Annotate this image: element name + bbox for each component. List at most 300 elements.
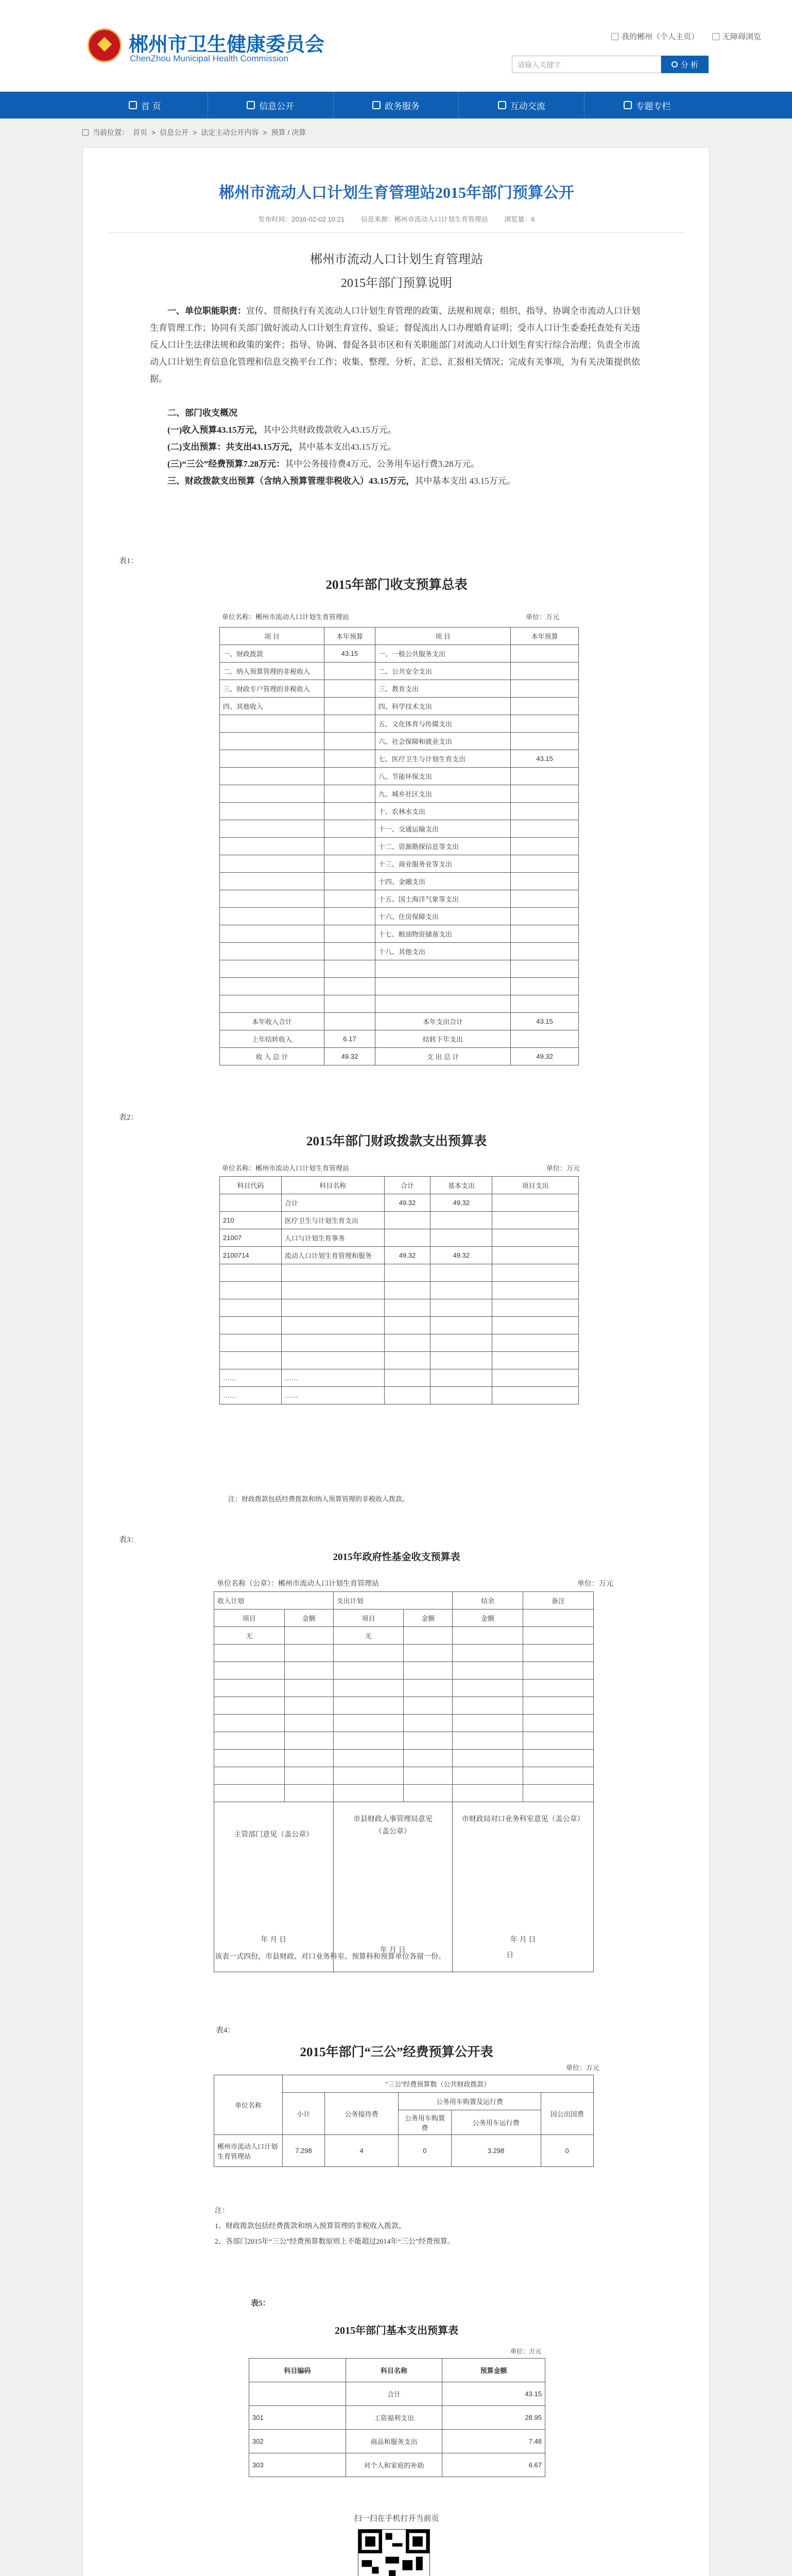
- table-cell: [523, 1732, 594, 1750]
- table-cell: [281, 1334, 384, 1352]
- table-cell: [511, 873, 579, 890]
- table-cell: 49.32: [384, 1247, 431, 1264]
- table-cell: 八、节能环保支出: [375, 768, 510, 785]
- main-nav: [0, 92, 792, 118]
- table-cell: [284, 1662, 333, 1680]
- table-row: [220, 1030, 579, 1048]
- qr-caption: 扫一扫在手机打开当前页: [354, 2515, 439, 2523]
- table-cell: [384, 1369, 431, 1387]
- table-cell: [324, 750, 375, 768]
- table-cell: [220, 838, 324, 855]
- table-cell: 303: [249, 2453, 346, 2477]
- table-cell: [220, 995, 324, 1013]
- table-cell: [214, 1785, 285, 1802]
- three-public-table: 单位名称 “三公”经费预算数（公共财政拨款） 小计 公务接待费 公务用车购置及运行费 因公出国费 公务用车购置费 公务用车运行费 郴州市流动人口计划生育管理站 7.298 4 0 3.298 0: [214, 2075, 594, 2167]
- table-cell: 43.15: [442, 2382, 545, 2406]
- table-row: [220, 1334, 579, 1352]
- table-cell: [492, 1282, 579, 1299]
- table-cell: [384, 1282, 431, 1299]
- table-cell: 一、财政拨款: [220, 645, 324, 663]
- table-cell: [453, 1715, 523, 1732]
- table-row: [214, 1785, 594, 1802]
- table-cell: [404, 1750, 453, 1767]
- paragraph-duties: 一、单位职能职责：宣传、贯彻执行有关流动人口计划生育管理的政策、法规和规章；组织、指导、协调全市流动人口计划生育管理工作；协同有关部门做好流动人口计划生育宣传、验证；督促流出人口办理婚育证明；受市人口计生委委托查处有关违反人口计生法律法规和政策的案件；指导、协调、督促各县市区和有关职能部门对流动人口计划生育实行综合治理；负责全市流动人口计划生育信息化管理和信息交换平台工作；收集、整理、分析、汇总、汇报相关情况；完成有关事项，为有关决策提供依据。: [150, 306, 640, 384]
- table-cell: [384, 1352, 431, 1369]
- table-cell: [220, 785, 324, 803]
- table-cell: [324, 925, 375, 943]
- table-row: [220, 873, 579, 890]
- table-cell: [404, 1732, 453, 1750]
- table-cell: [284, 1645, 333, 1662]
- table-cell: [284, 1697, 333, 1715]
- table-row: [214, 1732, 594, 1750]
- table-cell: 二、公共安全支出: [375, 663, 510, 680]
- table-cell: [324, 890, 375, 908]
- table-cell: 6.67: [442, 2453, 545, 2477]
- table-cell: [281, 1317, 384, 1334]
- table-cell: [384, 1317, 431, 1334]
- service-icon: [372, 101, 381, 109]
- table4-notes: 注： 1、财政拨款包括经费拨款和纳入预算管理的非税收入拨款。 2、各部门2015年“三公”经费预算数原则上不能超过2014年“三公”经费预算。: [215, 2207, 455, 2246]
- table-cell: [220, 855, 324, 873]
- table-cell: [511, 838, 579, 855]
- table-cell: [220, 908, 324, 925]
- table-cell: [431, 1387, 492, 1404]
- table-cell: [220, 890, 324, 908]
- table-cell: 21007: [220, 1229, 282, 1247]
- table-cell: 49.32: [511, 1048, 579, 1065]
- paragraph-expense: (二)支出预算：共支出43.15万元，其中基本支出43.15万元。: [167, 442, 397, 452]
- table-cell: 十七、粮油物资储备支出: [375, 925, 510, 943]
- table-row: [220, 995, 579, 1013]
- user-icon: [611, 33, 618, 40]
- table-cell: [431, 1299, 492, 1317]
- basic-expense-table: 科目编码 科目名称 预算金额 合计 43.15 301 工资福利支出 28.95 302 商品和服务支出 7.48 303 对个人和家庭的补助 6.67: [249, 2358, 545, 2477]
- table-cell: [511, 925, 579, 943]
- table-cell: [220, 733, 324, 750]
- table-cell: [281, 1299, 384, 1317]
- table-row: [220, 733, 579, 750]
- sub-heading: 2015年部门预算说明: [341, 277, 452, 290]
- table-row: [220, 1299, 579, 1317]
- table-cell: 收 入 总 计: [220, 1048, 324, 1065]
- table-cell: [324, 943, 375, 960]
- table-cell: ……: [281, 1387, 384, 1404]
- table-row: [220, 750, 579, 768]
- table-cell: [220, 1317, 282, 1334]
- table-cell: [404, 1767, 453, 1785]
- table-row: [220, 838, 579, 855]
- table-cell: [214, 1662, 285, 1680]
- table-row: [214, 1662, 594, 1680]
- table-cell: [214, 1680, 285, 1697]
- breadcrumb: 当前位置： 首页 > 信息公开 > 法定主动公开内容 > 预算 / 决算: [82, 124, 710, 141]
- table-row: [214, 1645, 594, 1662]
- table-cell: [333, 1715, 404, 1732]
- table-cell: [220, 978, 324, 995]
- table-cell: [284, 1680, 333, 1697]
- table-cell: [431, 1282, 492, 1299]
- table-row: [220, 680, 579, 698]
- table-row: [220, 803, 579, 820]
- table-cell: [453, 1697, 523, 1715]
- table-cell: [523, 1697, 594, 1715]
- breadcrumb-legal[interactable]: 法定主动公开内容: [201, 128, 259, 137]
- table-cell: [284, 1750, 333, 1767]
- table-cell: [324, 680, 375, 698]
- table-cell: [214, 1732, 285, 1750]
- table1-unit: 单位：万元: [526, 613, 560, 621]
- table-cell: [333, 1750, 404, 1767]
- table-cell: 对个人和家庭的补助: [346, 2453, 442, 2477]
- table1-title: 2015年部门收支预算总表: [325, 578, 468, 592]
- budget-summary-table: 项 目 本年预算 项 目 本年预算 一、财政拨款 43.15 一、一般公共服务支出 二、纳入预算管理的非税收入 二、公共安全支出 三、财政专户管理的非税收入 三、教育支出 四、其他收入 四、科学技术支出 五、文化体育与传媒支出 六、社会保障和就业支出 七、医疗卫生与计划生育支出 43.15 八、节能环保支出 九、城乡社区支出 十、农林水支出 十一、交通运输支出 十二、资源勘探信息等支出 十三、商业服务业等支出 十四、金融支出 十五、国土海洋气象等支出 十六、住房保障支出 十七、粮油物资储备支出 十八、其他支出 本年收入合计 本年支出合计 43.15 上年结转收入 6.17 结转下年支出 收 入 总 计 49.32 支 出 总 计 49.32: [219, 627, 579, 1065]
- table-cell: [523, 1767, 594, 1785]
- table-cell: [384, 1387, 431, 1404]
- table-cell: 三、教育支出: [375, 680, 510, 698]
- table-cell: 本年支出合计: [375, 1013, 510, 1030]
- table4-title: 2015年部门“三公”经费预算公开表: [300, 2045, 493, 2059]
- article-container: [82, 147, 710, 2576]
- table-cell: [324, 785, 375, 803]
- accessibility-icon: [712, 33, 719, 40]
- table-cell: [431, 1352, 492, 1369]
- table1-label: 表1：: [119, 557, 139, 565]
- search-button[interactable]: 分 析: [661, 56, 709, 73]
- table3-org: 单位名称（公章）：郴州市流动人口计划生育管理站: [217, 1580, 379, 1588]
- table-cell: [431, 1369, 492, 1387]
- table-cell: [214, 1767, 285, 1785]
- qr-code: [358, 2529, 430, 2576]
- table-cell: [492, 1264, 579, 1282]
- table4-unit: 单位：万元: [566, 2064, 600, 2072]
- table-cell: [220, 803, 324, 820]
- table-cell: [220, 943, 324, 960]
- table-cell: [511, 803, 579, 820]
- table-row: [249, 2406, 545, 2430]
- nav-interaction[interactable]: 互动交流: [459, 92, 584, 118]
- table-cell: 本年收入合计: [220, 1013, 324, 1030]
- table-cell: [492, 1352, 579, 1369]
- table-cell: 三、财政专户管理的非税收入: [220, 680, 324, 698]
- table-cell: [431, 1212, 492, 1229]
- table-cell: [431, 1317, 492, 1334]
- table-cell: [220, 768, 324, 785]
- table-cell: 十六、住房保障支出: [375, 908, 510, 925]
- table-cell: [511, 820, 579, 838]
- table-cell: 302: [249, 2430, 346, 2453]
- table-cell: [431, 1334, 492, 1352]
- table-cell: 28.95: [442, 2406, 545, 2430]
- table-cell: [284, 1715, 333, 1732]
- table-cell: [453, 1767, 523, 1785]
- table-cell: 四、科学技术支出: [375, 698, 510, 715]
- table-cell: [511, 715, 579, 733]
- table-cell: [281, 1282, 384, 1299]
- table-row: [220, 925, 579, 943]
- table-cell: [511, 663, 579, 680]
- table-cell: [453, 1680, 523, 1697]
- accessibility-link[interactable]: 无障碍浏览: [712, 31, 761, 42]
- table-cell: 49.32: [324, 1048, 375, 1065]
- table-cell: 上年结转收入: [220, 1030, 324, 1048]
- table-cell: [324, 820, 375, 838]
- paragraph-fiscal: 三、财政拨款支出预算（含纳入预算管理非税收入）43.15万元，其中基本支出 43.15万元。: [167, 476, 515, 486]
- table-cell: [214, 1645, 285, 1662]
- table-cell: [453, 1750, 523, 1767]
- table-cell: [284, 1785, 333, 1802]
- paragraph-income: (一)收入预算43.15万元，其中公共财政拨款收入43.15万元。: [167, 425, 397, 435]
- table-cell: 一、一般公共服务支出: [375, 645, 510, 663]
- table-cell: [375, 960, 510, 978]
- table-cell: 7.48: [442, 2430, 545, 2453]
- table4-label: 表4：: [216, 2026, 235, 2035]
- table-cell: [220, 1299, 282, 1317]
- table-cell: 49.32: [384, 1194, 431, 1212]
- table-cell: [220, 1334, 282, 1352]
- table-cell: [324, 803, 375, 820]
- paragraph-three-public: (三)“三公”经费预算7.28万元：其中公务接待费4万元、公务用车运行费3.28万元。: [167, 459, 480, 469]
- table-cell: 六、社会保障和就业支出: [375, 733, 510, 750]
- site-header: [0, 0, 792, 92]
- table-cell: [324, 855, 375, 873]
- table-cell: 十八、其他支出: [375, 943, 510, 960]
- nav-services[interactable]: 政务服务: [334, 92, 459, 118]
- table2-title: 2015年部门财政拨款支出预算表: [306, 1134, 487, 1148]
- table-cell: [511, 785, 579, 803]
- site-subtitle: ChenZhou Municipal Health Commission: [130, 54, 289, 63]
- table-cell: [511, 1030, 579, 1048]
- table-cell: [220, 925, 324, 943]
- table-row: [220, 855, 579, 873]
- table-cell: [492, 1369, 579, 1387]
- table-cell: [375, 978, 510, 995]
- table-cell: [220, 960, 324, 978]
- table-cell: 十四、金融支出: [375, 873, 510, 890]
- table-cell: [249, 2382, 346, 2406]
- table-cell: 301: [249, 2406, 346, 2430]
- table-cell: 十一、交通运输支出: [375, 820, 510, 838]
- table-cell: [453, 1662, 523, 1680]
- table-cell: [404, 1715, 453, 1732]
- table-cell: [333, 1645, 404, 1662]
- divider: [109, 232, 684, 233]
- table-row: [220, 1013, 579, 1030]
- table-cell: [214, 1715, 285, 1732]
- gov-fund-table: 收入计划 支出计划 结余 备注 项目 金额 项目 金额 金额 无 无 主管部门意见（盖公章） 年 月 日 市县财政人事管理局意见（盖公章） 年 月 日 市财政局对口业务科室意见（盖公章） 年 月 日 日: [214, 1591, 594, 1972]
- table-row: [220, 1194, 579, 1212]
- table-cell: 结转下年支出: [375, 1030, 510, 1048]
- table-cell: [511, 978, 579, 995]
- table-cell: ……: [220, 1387, 282, 1404]
- table5-unit: 单位：万元: [510, 2348, 542, 2355]
- table-cell: [492, 1317, 579, 1334]
- table-cell: 人口与计划生育事务: [281, 1229, 384, 1247]
- table-cell: 43.15: [324, 645, 375, 663]
- document-icon: [247, 101, 255, 109]
- table-cell: 49.32: [431, 1247, 492, 1264]
- table-cell: [523, 1785, 594, 1802]
- table-cell: [384, 1334, 431, 1352]
- table-row: [220, 698, 579, 715]
- table-row: [220, 890, 579, 908]
- table-cell: [523, 1715, 594, 1732]
- table-cell: [324, 768, 375, 785]
- table-cell: 十五、国土海洋气象等支出: [375, 890, 510, 908]
- table-row: [220, 663, 579, 680]
- table-row: [220, 1282, 579, 1299]
- table-cell: [214, 1750, 285, 1767]
- paragraph-overview: 二、部门收支概况: [167, 408, 237, 418]
- table-cell: [375, 995, 510, 1013]
- table2-org: 单位名称：郴州市流动人口计划生育管理站: [222, 1164, 350, 1172]
- table-cell: [492, 1194, 579, 1212]
- table-row: [220, 1352, 579, 1369]
- table1-org: 单位名称：郴州市流动人口计划生育管理站: [222, 613, 350, 621]
- topic-icon: [624, 101, 632, 109]
- table-cell: 210: [220, 1212, 282, 1229]
- table-cell: [511, 733, 579, 750]
- table-cell: 七、医疗卫生与计划生育支出: [375, 750, 510, 768]
- table-cell: [284, 1767, 333, 1785]
- table-cell: 工资福利支出: [346, 2406, 442, 2430]
- article-title: 郴州市流动人口计划生育管理站2015年部门预算公开: [219, 184, 574, 201]
- table-cell: [523, 1662, 594, 1680]
- table2-label: 表2：: [119, 1113, 139, 1122]
- table-cell: [511, 908, 579, 925]
- chat-icon: [498, 101, 506, 109]
- table-cell: 支 出 总 计: [375, 1048, 510, 1065]
- table-cell: [404, 1662, 453, 1680]
- table-cell: [220, 873, 324, 890]
- table-row: [220, 645, 579, 663]
- table-cell: 合计: [346, 2382, 442, 2406]
- table-cell: [324, 960, 375, 978]
- breadcrumb-info[interactable]: 信息公开: [160, 128, 189, 137]
- home-icon: [129, 101, 137, 109]
- table-cell: [431, 1264, 492, 1282]
- table-cell: [492, 1387, 579, 1404]
- table-row: [220, 820, 579, 838]
- nav-home[interactable]: 首 页: [82, 92, 208, 118]
- table-row: [220, 785, 579, 803]
- table-cell: [220, 1282, 282, 1299]
- table-cell: [324, 733, 375, 750]
- table-cell: 医疗卫生与计划生育支出: [281, 1212, 384, 1229]
- table-cell: 43.15: [511, 1013, 579, 1030]
- table-cell: [324, 1013, 375, 1030]
- table-cell: [431, 1229, 492, 1247]
- table-row: [220, 978, 579, 995]
- table-cell: [324, 978, 375, 995]
- table-cell: 商品和服务支出: [346, 2430, 442, 2453]
- table-row: [220, 1387, 579, 1404]
- table-cell: [324, 908, 375, 925]
- table-cell: 6.17: [324, 1030, 375, 1048]
- table3-label: 表3：: [119, 1536, 139, 1544]
- table-cell: [404, 1645, 453, 1662]
- table-cell: [523, 1750, 594, 1767]
- table-cell: [511, 768, 579, 785]
- table-row: [249, 2430, 545, 2453]
- table-cell: [220, 750, 324, 768]
- table-cell: [511, 645, 579, 663]
- table-cell: [220, 820, 324, 838]
- table-cell: [333, 1662, 404, 1680]
- table-cell: 四、其他收入: [220, 698, 324, 715]
- table-cell: [220, 1194, 282, 1212]
- table-cell: 五、文化体育与传媒支出: [375, 715, 510, 733]
- breadcrumb-home[interactable]: 首页: [133, 128, 147, 137]
- table-cell: [333, 1767, 404, 1785]
- table-cell: 流动人口计划生育管理和服务: [281, 1247, 384, 1264]
- table-cell: [492, 1247, 579, 1264]
- table-row: [214, 1715, 594, 1732]
- table-cell: [333, 1732, 404, 1750]
- table-cell: [384, 1299, 431, 1317]
- site-emblem-icon[interactable]: [88, 28, 122, 62]
- nav-info-public[interactable]: 信息公开: [208, 92, 334, 118]
- table-cell: 二、纳入预算管理的非税收入: [220, 663, 324, 680]
- table-cell: [511, 995, 579, 1013]
- table-cell: [384, 1264, 431, 1282]
- table-cell: [511, 855, 579, 873]
- table-cell: 十二、资源勘探信息等支出: [375, 838, 510, 855]
- table-cell: [511, 698, 579, 715]
- table2-note: 注：财政拨款包括经费拨款和纳入预算管理的非税收入拨款。: [228, 1495, 409, 1503]
- nav-topics[interactable]: 专题专栏: [584, 92, 710, 118]
- table-cell: [324, 663, 375, 680]
- table-cell: [511, 960, 579, 978]
- table-row: [220, 960, 579, 978]
- table-row: [220, 768, 579, 785]
- search-icon: [672, 61, 678, 67]
- table-row: [220, 1264, 579, 1282]
- org-heading: 郴州市流动人口计划生育管理站: [310, 253, 483, 266]
- table-cell: [384, 1212, 431, 1229]
- table5-label: 表5：: [251, 2299, 270, 2308]
- table-cell: [324, 995, 375, 1013]
- table-cell: [333, 1785, 404, 1802]
- table5-title: 2015年部门基本支出预算表: [335, 2325, 458, 2336]
- personal-homepage-link[interactable]: 我的郴州（个人主页）: [611, 31, 699, 42]
- top-links: [611, 31, 761, 42]
- table-row: [220, 908, 579, 925]
- table-cell: [384, 1229, 431, 1247]
- site-title[interactable]: 郴州市卫生健康委员会: [129, 34, 325, 56]
- table3-unit: 单位：万元: [577, 1580, 613, 1588]
- breadcrumb-budget[interactable]: 预算 / 决算: [271, 128, 306, 137]
- table-cell: [492, 1334, 579, 1352]
- table-cell: 合计: [281, 1194, 384, 1212]
- table3-title: 2015年政府性基金收支预算表: [333, 1552, 460, 1563]
- table-row: [214, 1697, 594, 1715]
- table-cell: [214, 1697, 285, 1715]
- table-row: [249, 2382, 545, 2406]
- search-input[interactable]: 请输入关键字: [512, 56, 661, 73]
- table-cell: 十三、商业服务业等支出: [375, 855, 510, 873]
- table-cell: [220, 1264, 282, 1282]
- fiscal-expense-table: 科目代码 科目名称 合计 基本支出 项目支出 合计 49.32 49.32 210 医疗卫生与计划生育支出 21007 人口与计划生育事务 2100714 流动人口计划生育管理和服务 49.32 49.32 …… …… …… ……: [219, 1176, 579, 1404]
- table-cell: [284, 1732, 333, 1750]
- table-cell: 十、农林水支出: [375, 803, 510, 820]
- table-row: [220, 1247, 579, 1264]
- table-row: [220, 1229, 579, 1247]
- table-row: [220, 1317, 579, 1334]
- table-row: [214, 1680, 594, 1697]
- table-cell: [404, 1680, 453, 1697]
- table-cell: [453, 1645, 523, 1662]
